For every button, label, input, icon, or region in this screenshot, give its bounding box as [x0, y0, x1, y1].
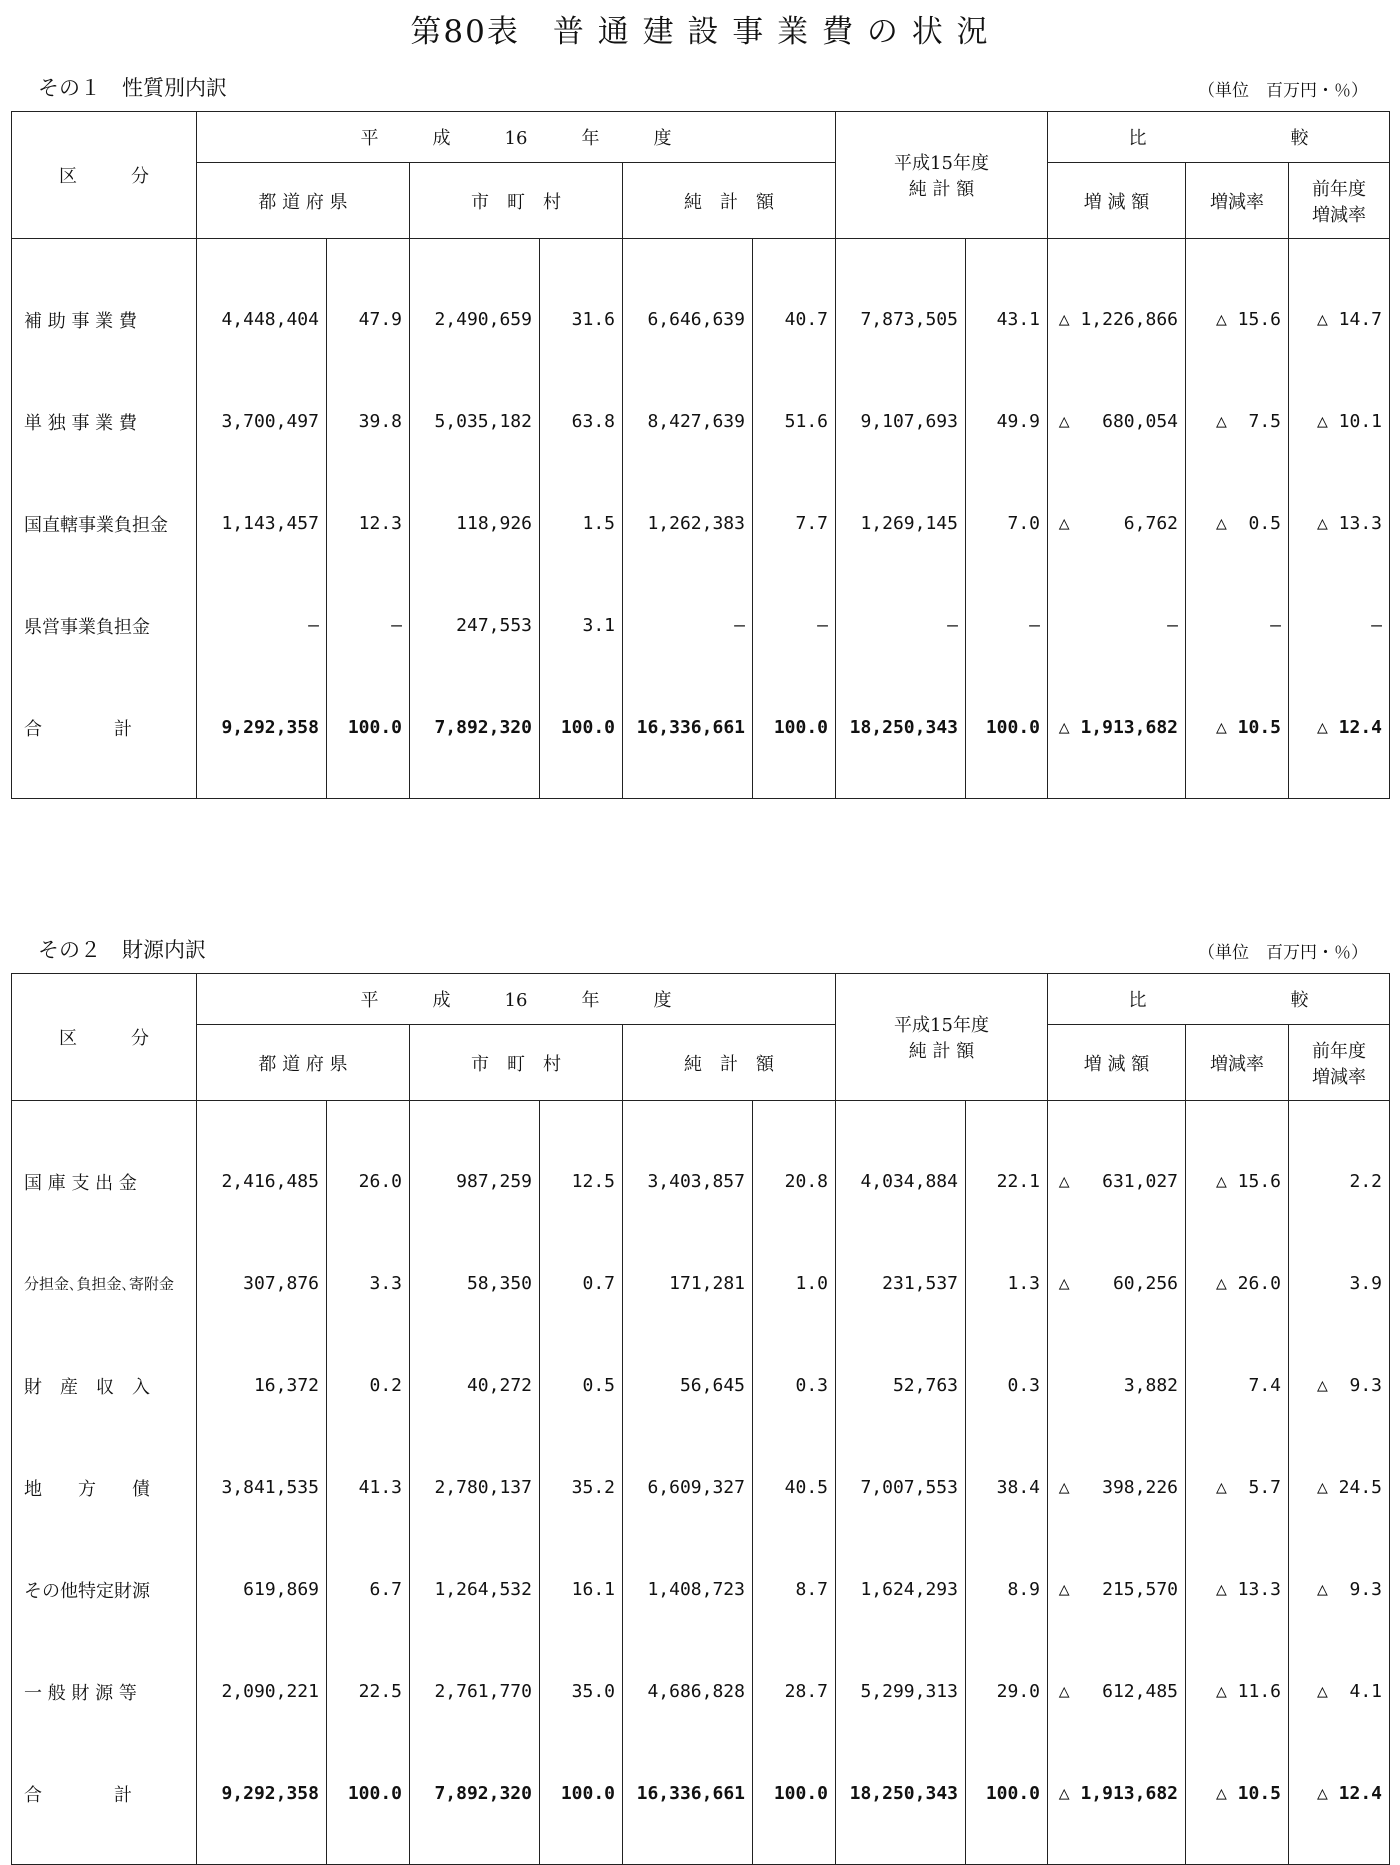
cell-muni: 7,892,320 [410, 677, 540, 779]
header-kubun: 区 分 [12, 974, 197, 1101]
cell-net: 4,686,828 [623, 1641, 753, 1743]
cell-pref-pct: 47.9 [327, 269, 410, 371]
cell-muni-pct: 35.0 [540, 1641, 623, 1743]
header-diff: 増 減 額 [1048, 163, 1186, 239]
cell-diff: △ 631,027 [1048, 1131, 1186, 1233]
cell-h15-pct: 7.0 [966, 473, 1048, 575]
header-muni: 市 町 村 [410, 163, 623, 239]
cell-net: 6,609,327 [623, 1437, 753, 1539]
header-rate: 増減率 [1186, 163, 1289, 239]
cell-pref: 9,292,358 [197, 677, 327, 779]
cell-pref: 4,448,404 [197, 269, 327, 371]
cell-net: 1,262,383 [623, 473, 753, 575]
cell-pref: 16,372 [197, 1335, 327, 1437]
cell-h15-pct: 43.1 [966, 269, 1048, 371]
cell-pref-pct: 0.2 [327, 1335, 410, 1437]
cell-h15-pct: 8.9 [966, 1539, 1048, 1641]
cell-pref: 3,700,497 [197, 371, 327, 473]
header-prev: 前年度 増減率 [1289, 1025, 1390, 1101]
cell-net-pct: 40.7 [753, 269, 836, 371]
cell-muni: 5,035,182 [410, 371, 540, 473]
cell-pref: 1,143,457 [197, 473, 327, 575]
cell-prev: △ 10.1 [1289, 371, 1390, 473]
header-muni: 市 町 村 [410, 1025, 623, 1101]
cell-pref: 2,090,221 [197, 1641, 327, 1743]
cell-pref-pct: 26.0 [327, 1131, 410, 1233]
cell-prev: △ 4.1 [1289, 1641, 1390, 1743]
cell-h15: 18,250,343 [836, 677, 966, 779]
cell-net: 16,336,661 [623, 677, 753, 779]
cell-muni: 987,259 [410, 1131, 540, 1233]
cell-pref-pct: 6.7 [327, 1539, 410, 1641]
table-row [12, 1335, 1390, 1437]
cell-h15-pct: 100.0 [966, 677, 1048, 779]
total-row [12, 1743, 1390, 1845]
cell-pref-pct: 41.3 [327, 1437, 410, 1539]
cell-net: 6,646,639 [623, 269, 753, 371]
cell-net: ― [623, 575, 753, 677]
cell-diff: △ 6,762 [1048, 473, 1186, 575]
header-hikaku: 比 較 [1048, 974, 1390, 1025]
cell-net: 171,281 [623, 1233, 753, 1335]
cell-h15-pct: 22.1 [966, 1131, 1048, 1233]
section2-unit: （単位 百万円・％） [1198, 943, 1368, 963]
cell-pref-pct: ― [327, 575, 410, 677]
cell-diff: △ 1,226,866 [1048, 269, 1186, 371]
cell-muni: 7,892,320 [410, 1743, 540, 1845]
row-label: 国 庫 支 出 金 [12, 1131, 197, 1233]
cell-net: 1,408,723 [623, 1539, 753, 1641]
cell-muni: 2,780,137 [410, 1437, 540, 1539]
cell-muni-pct: 0.7 [540, 1233, 623, 1335]
cell-pref: 307,876 [197, 1233, 327, 1335]
cell-pref: 619,869 [197, 1539, 327, 1641]
cell-net-pct: ― [753, 575, 836, 677]
header-rate: 増減率 [1186, 1025, 1289, 1101]
cell-prev: △ 9.3 [1289, 1539, 1390, 1641]
cell-diff: △ 60,256 [1048, 1233, 1186, 1335]
table-row [12, 1641, 1390, 1743]
cell-rate: △ 13.3 [1186, 1539, 1289, 1641]
cell-muni-pct: 0.5 [540, 1335, 623, 1437]
cell-h15-pct: 100.0 [966, 1743, 1048, 1845]
cell-rate: △ 10.5 [1186, 1743, 1289, 1845]
cell-rate: △ 0.5 [1186, 473, 1289, 575]
cell-muni: 2,761,770 [410, 1641, 540, 1743]
header-h16: 平 成 16 年 度 [197, 974, 836, 1025]
header-hikaku: 比 較 [1048, 112, 1390, 163]
cell-muni: 40,272 [410, 1335, 540, 1437]
total-row [12, 677, 1390, 779]
row-label: 財 産 収 入 [12, 1335, 197, 1437]
cell-prev: ― [1289, 575, 1390, 677]
row-label: 補 助 事 業 費 [12, 269, 197, 371]
table-row [12, 1437, 1390, 1539]
cell-net-pct: 20.8 [753, 1131, 836, 1233]
cell-net: 8,427,639 [623, 371, 753, 473]
cell-h15-pct: 49.9 [966, 371, 1048, 473]
table-row [12, 1233, 1390, 1335]
cell-diff: △ 612,485 [1048, 1641, 1186, 1743]
table-row [12, 1131, 1390, 1233]
section1-subtitle: その１ 性質別内訳 [38, 76, 227, 100]
table-row [12, 371, 1390, 473]
cell-pref-pct: 100.0 [327, 677, 410, 779]
cell-pref: ― [197, 575, 327, 677]
cell-pref-pct: 100.0 [327, 1743, 410, 1845]
cell-pref: 3,841,535 [197, 1437, 327, 1539]
row-label: 県営事業負担金 [12, 575, 197, 677]
cell-h15-pct: 29.0 [966, 1641, 1048, 1743]
row-label: 合 計 [12, 1743, 197, 1845]
cell-muni: 2,490,659 [410, 269, 540, 371]
row-label: 単 独 事 業 費 [12, 371, 197, 473]
cell-pref-pct: 22.5 [327, 1641, 410, 1743]
cell-net-pct: 1.0 [753, 1233, 836, 1335]
cell-net-pct: 7.7 [753, 473, 836, 575]
cell-h15: 231,537 [836, 1233, 966, 1335]
cell-net-pct: 100.0 [753, 677, 836, 779]
cell-rate: 7.4 [1186, 1335, 1289, 1437]
section1-unit: （単位 百万円・％） [1198, 81, 1368, 101]
row-label: 合 計 [12, 677, 197, 779]
cell-h15: 18,250,343 [836, 1743, 966, 1845]
header-net: 純 計 額 [623, 1025, 836, 1101]
cell-rate: △ 7.5 [1186, 371, 1289, 473]
cell-prev: △ 13.3 [1289, 473, 1390, 575]
row-label: 一 般 財 源 等 [12, 1641, 197, 1743]
cell-h15-pct: 1.3 [966, 1233, 1048, 1335]
cell-h15: 9,107,693 [836, 371, 966, 473]
cell-h15: 1,269,145 [836, 473, 966, 575]
cell-muni: 118,926 [410, 473, 540, 575]
cell-h15-pct: 0.3 [966, 1335, 1048, 1437]
cell-rate: △ 15.6 [1186, 1131, 1289, 1233]
header-kubun: 区 分 [12, 112, 197, 239]
cell-diff: ― [1048, 575, 1186, 677]
row-label: 国直轄事業負担金 [12, 473, 197, 575]
cell-h15-pct: ― [966, 575, 1048, 677]
cell-diff: △ 215,570 [1048, 1539, 1186, 1641]
cell-muni-pct: 100.0 [540, 677, 623, 779]
cell-h15: 5,299,313 [836, 1641, 966, 1743]
cell-diff: △ 1,913,682 [1048, 677, 1186, 779]
cell-h15: 7,873,505 [836, 269, 966, 371]
cell-prev: △ 24.5 [1289, 1437, 1390, 1539]
cell-muni: 247,553 [410, 575, 540, 677]
cell-net: 16,336,661 [623, 1743, 753, 1845]
page-title: 第80表 普 通 建 設 事 業 費 の 状 況 [410, 14, 990, 50]
cell-diff: △ 1,913,682 [1048, 1743, 1186, 1845]
cell-muni: 58,350 [410, 1233, 540, 1335]
cell-h15: 7,007,553 [836, 1437, 966, 1539]
cell-muni-pct: 12.5 [540, 1131, 623, 1233]
cell-pref: 9,292,358 [197, 1743, 327, 1845]
cell-net-pct: 0.3 [753, 1335, 836, 1437]
cell-muni-pct: 63.8 [540, 371, 623, 473]
cell-net: 3,403,857 [623, 1131, 753, 1233]
cell-diff: △ 398,226 [1048, 1437, 1186, 1539]
cell-muni-pct: 1.5 [540, 473, 623, 575]
cell-rate: △ 5.7 [1186, 1437, 1289, 1539]
cell-pref-pct: 12.3 [327, 473, 410, 575]
cell-prev: △ 12.4 [1289, 677, 1390, 779]
table-row [12, 1539, 1390, 1641]
cell-muni: 1,264,532 [410, 1539, 540, 1641]
cell-h15: 4,034,884 [836, 1131, 966, 1233]
cell-muni-pct: 16.1 [540, 1539, 623, 1641]
cell-h15: 1,624,293 [836, 1539, 966, 1641]
cell-h15: ― [836, 575, 966, 677]
section2-table [11, 973, 1390, 1865]
cell-net-pct: 28.7 [753, 1641, 836, 1743]
table-row [12, 575, 1390, 677]
cell-net: 56,645 [623, 1335, 753, 1437]
header-net: 純 計 額 [623, 163, 836, 239]
section2-subtitle: その２ 財源内訳 [38, 938, 206, 962]
row-label: 地 方 債 [12, 1437, 197, 1539]
cell-h15: 52,763 [836, 1335, 966, 1437]
table-row [12, 269, 1390, 371]
cell-diff: 3,882 [1048, 1335, 1186, 1437]
cell-diff: △ 680,054 [1048, 371, 1186, 473]
cell-rate: ― [1186, 575, 1289, 677]
section1-table [11, 111, 1390, 799]
cell-muni-pct: 31.6 [540, 269, 623, 371]
cell-net-pct: 8.7 [753, 1539, 836, 1641]
cell-pref-pct: 3.3 [327, 1233, 410, 1335]
cell-rate: △ 26.0 [1186, 1233, 1289, 1335]
cell-net-pct: 51.6 [753, 371, 836, 473]
row-label: 分担金､負担金､寄附金 [12, 1233, 197, 1335]
cell-prev: 3.9 [1289, 1233, 1390, 1335]
cell-prev: 2.2 [1289, 1131, 1390, 1233]
cell-muni-pct: 35.2 [540, 1437, 623, 1539]
header-pref: 都 道 府 県 [197, 1025, 410, 1101]
cell-h15-pct: 38.4 [966, 1437, 1048, 1539]
header-h15: 平成15年度 純 計 額 [836, 974, 1048, 1101]
header-diff: 増 減 額 [1048, 1025, 1186, 1101]
cell-pref: 2,416,485 [197, 1131, 327, 1233]
table-row [12, 473, 1390, 575]
header-prev: 前年度 増減率 [1289, 163, 1390, 239]
cell-prev: △ 14.7 [1289, 269, 1390, 371]
cell-net-pct: 100.0 [753, 1743, 836, 1845]
header-pref: 都 道 府 県 [197, 163, 410, 239]
header-h15: 平成15年度 純 計 額 [836, 112, 1048, 239]
cell-prev: △ 9.3 [1289, 1335, 1390, 1437]
cell-pref-pct: 39.8 [327, 371, 410, 473]
row-label: その他特定財源 [12, 1539, 197, 1641]
cell-muni-pct: 100.0 [540, 1743, 623, 1845]
cell-rate: △ 15.6 [1186, 269, 1289, 371]
header-h16: 平 成 16 年 度 [197, 112, 836, 163]
cell-rate: △ 11.6 [1186, 1641, 1289, 1743]
cell-muni-pct: 3.1 [540, 575, 623, 677]
cell-net-pct: 40.5 [753, 1437, 836, 1539]
cell-prev: △ 12.4 [1289, 1743, 1390, 1845]
cell-rate: △ 10.5 [1186, 677, 1289, 779]
